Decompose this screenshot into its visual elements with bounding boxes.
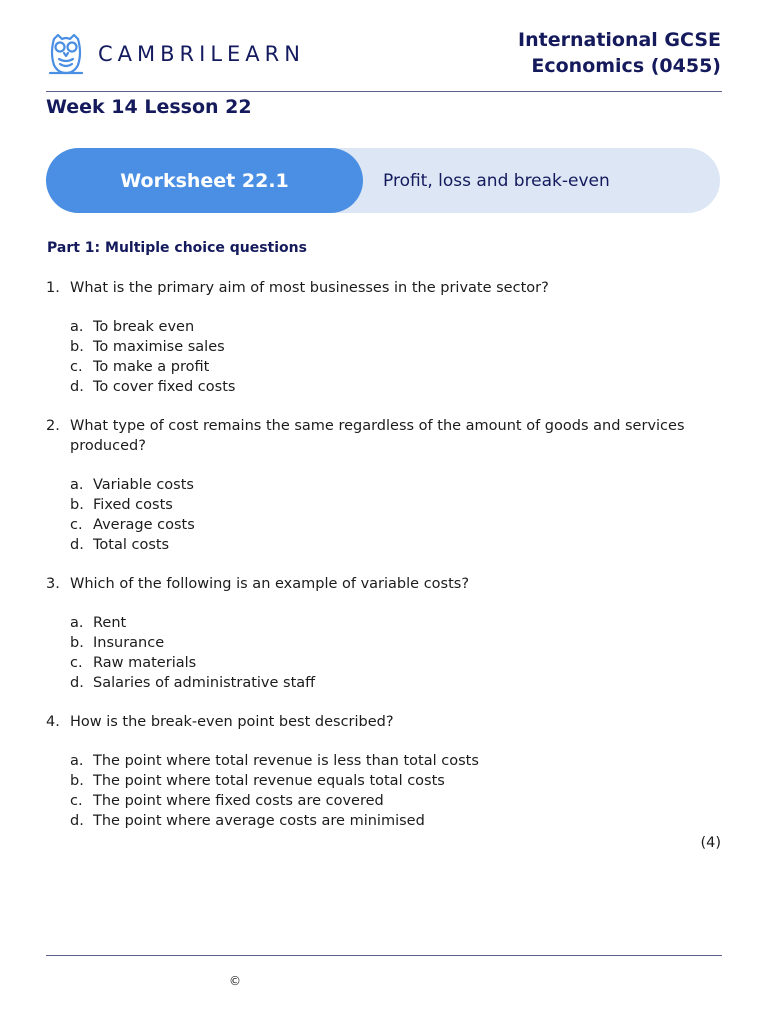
question-number: 2. bbox=[46, 418, 60, 434]
option-item bbox=[70, 377, 722, 397]
option-item bbox=[70, 633, 722, 653]
option-item bbox=[70, 317, 722, 337]
question-number: 4. bbox=[46, 714, 60, 730]
option-list bbox=[70, 317, 722, 397]
option-item bbox=[70, 535, 722, 555]
option-text: Variable costs bbox=[93, 477, 194, 493]
option-letter: d. bbox=[70, 675, 84, 691]
option-text: Average costs bbox=[93, 517, 195, 533]
question-number: 1. bbox=[46, 280, 60, 296]
option-letter: b. bbox=[70, 339, 84, 355]
option-letter: b. bbox=[70, 497, 84, 513]
option-text: The point where total revenue equals total costs bbox=[93, 773, 445, 789]
option-item bbox=[70, 653, 722, 673]
option-text: The point where average costs are minimised bbox=[93, 813, 425, 829]
owl-icon bbox=[48, 33, 84, 75]
option-text: To make a profit bbox=[93, 359, 210, 375]
question-3 bbox=[46, 574, 722, 693]
option-letter: d. bbox=[70, 813, 84, 829]
course-title bbox=[518, 27, 721, 79]
option-item bbox=[70, 357, 722, 377]
option-letter: d. bbox=[70, 379, 84, 395]
worksheet-label: Worksheet 22.1 bbox=[46, 148, 363, 213]
question-text: What type of cost remains the same regardless of the amount of goods and services produced? bbox=[70, 418, 685, 454]
option-letter: d. bbox=[70, 537, 84, 553]
lesson-title: Week 14 Lesson 22 bbox=[46, 96, 252, 118]
option-letter: a. bbox=[70, 319, 84, 335]
option-text: The point where fixed costs are covered bbox=[93, 793, 384, 809]
brand-name: CAMBRILEARN bbox=[98, 42, 305, 66]
option-text: Total costs bbox=[93, 537, 170, 553]
option-text: Rent bbox=[93, 615, 127, 631]
option-item bbox=[70, 337, 722, 357]
question-text: Which of the following is an example of variable costs? bbox=[70, 576, 470, 592]
option-list bbox=[70, 475, 722, 555]
option-letter: b. bbox=[70, 773, 84, 789]
option-item bbox=[70, 475, 722, 495]
brand-logo bbox=[48, 32, 305, 76]
option-text: To maximise sales bbox=[93, 339, 225, 355]
question-1 bbox=[46, 278, 722, 397]
option-item bbox=[70, 791, 722, 811]
option-text: Insurance bbox=[93, 635, 165, 651]
option-list bbox=[70, 751, 722, 831]
option-text: The point where total revenue is less than total costs bbox=[93, 753, 479, 769]
option-letter: a. bbox=[70, 753, 84, 769]
marks-total: (4) bbox=[700, 835, 721, 851]
option-item bbox=[70, 495, 722, 515]
question-number: 3. bbox=[46, 576, 60, 592]
copyright-notice: © bbox=[229, 974, 241, 988]
option-text: To cover fixed costs bbox=[93, 379, 236, 395]
option-letter: c. bbox=[70, 517, 83, 533]
option-text: Fixed costs bbox=[93, 497, 173, 513]
option-item bbox=[70, 613, 722, 633]
option-text: To break even bbox=[93, 319, 195, 335]
part-heading: Part 1: Multiple choice questions bbox=[47, 240, 307, 256]
option-letter: c. bbox=[70, 655, 83, 671]
worksheet-topic: Profit, loss and break-even bbox=[383, 170, 610, 191]
option-letter: a. bbox=[70, 477, 84, 493]
question-4 bbox=[46, 712, 722, 831]
option-item bbox=[70, 771, 722, 791]
question-2 bbox=[46, 416, 722, 555]
option-text: Raw materials bbox=[93, 655, 197, 671]
option-item bbox=[70, 811, 722, 831]
question-text: How is the break-even point best described? bbox=[70, 714, 394, 730]
option-list bbox=[70, 613, 722, 693]
question-text: What is the primary aim of most businesses in the private sector? bbox=[70, 280, 549, 296]
header-divider bbox=[46, 91, 722, 92]
question-list bbox=[46, 278, 722, 831]
option-letter: c. bbox=[70, 359, 83, 375]
option-letter: a. bbox=[70, 615, 84, 631]
footer-divider bbox=[46, 955, 722, 956]
option-letter: b. bbox=[70, 635, 84, 651]
option-text: Salaries of administrative staff bbox=[93, 675, 316, 691]
course-title-line2: Economics (0455) bbox=[531, 55, 721, 77]
option-item bbox=[70, 673, 722, 693]
option-letter: c. bbox=[70, 793, 83, 809]
course-title-line1: International GCSE bbox=[518, 29, 721, 51]
option-item bbox=[70, 515, 722, 535]
option-item bbox=[70, 751, 722, 771]
worksheet-banner bbox=[46, 148, 720, 213]
